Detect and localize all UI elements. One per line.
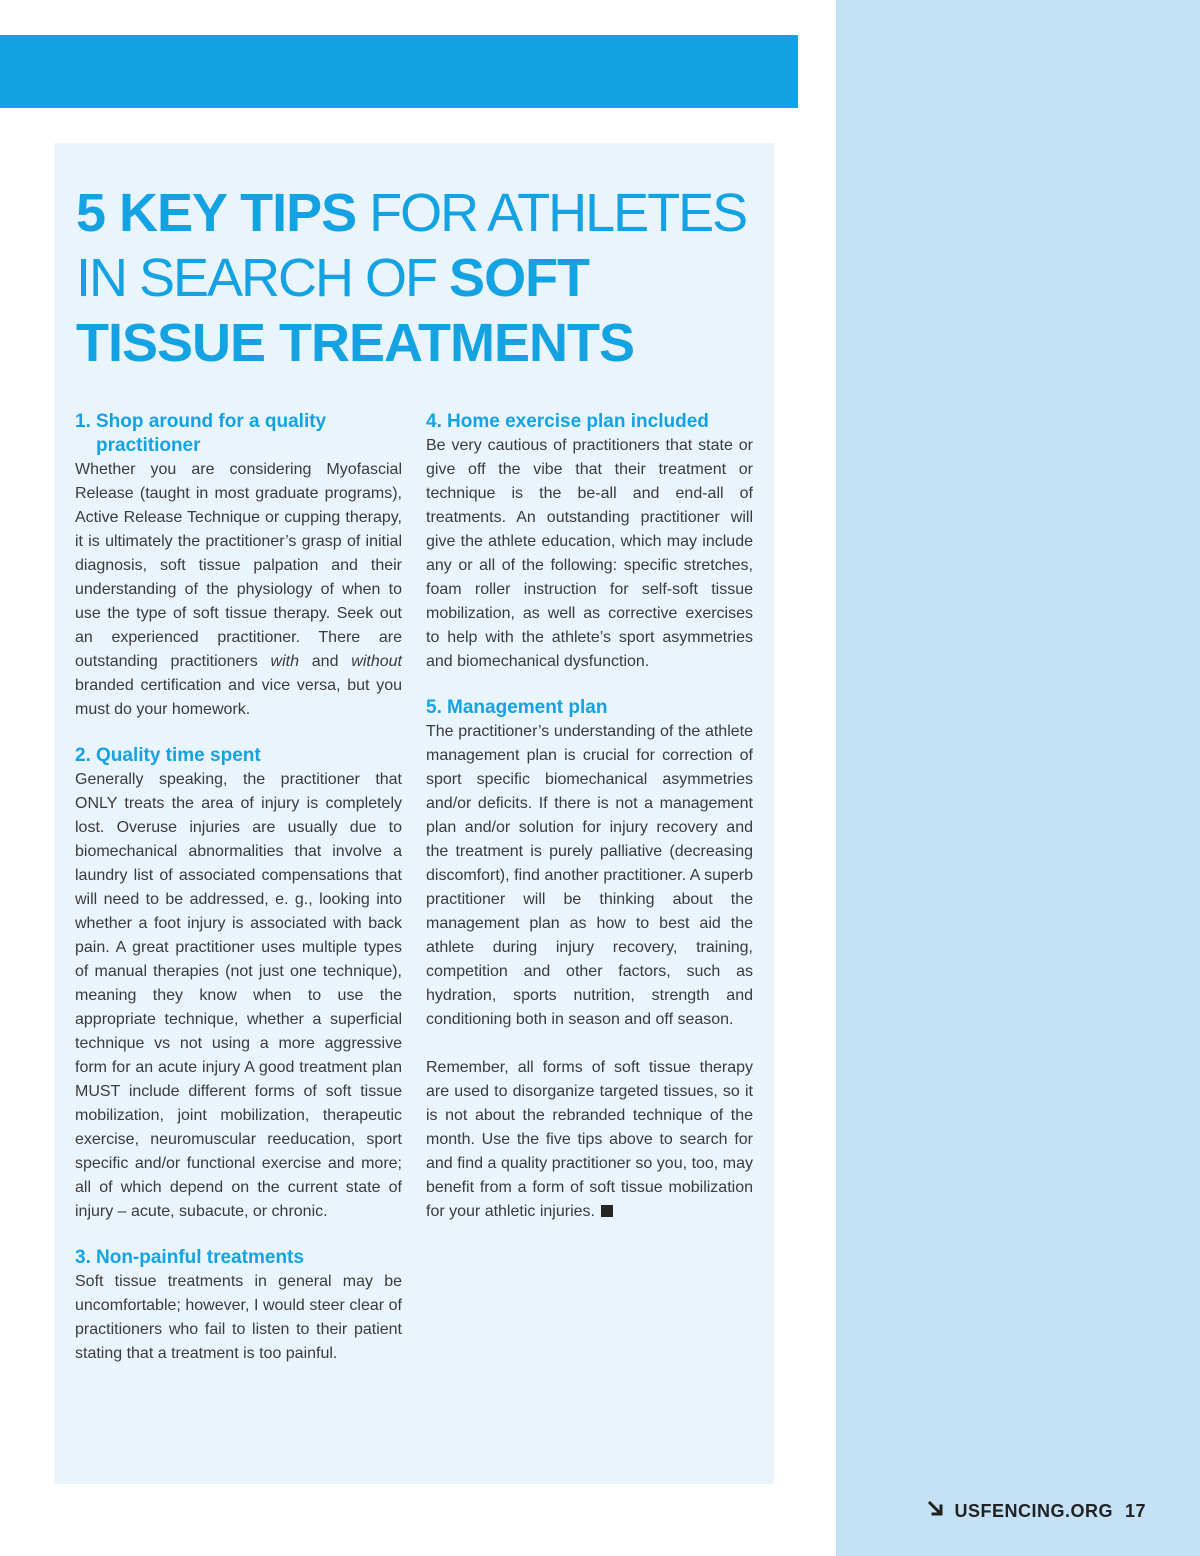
- tip-title-text: Quality time spent: [96, 745, 261, 766]
- right-column: [426, 410, 753, 1246]
- tip-body-text: branded certification and vice versa, but you must do your homework.: [75, 677, 402, 718]
- tip-number: 1.: [75, 411, 91, 432]
- tip-section-3: [75, 1246, 402, 1366]
- headline-light: FOR ATHLETES IN SEARCH OF: [76, 183, 747, 308]
- top-color-bar: [0, 35, 798, 108]
- tip-body: The practitioner’s understanding of the athlete management plan is crucial for correction of sport specific biomechanical asymmetries and/or deficits. If there is not a management plan and/or solution for injury recovery and the treatment is purely palliative (decreasing discomfort), find another practitioner. A superb practitioner will be thinking about the management plan as how to best aid the athlete during injury recovery, training, competition and other factors, such as hydration, sports nutrition, strength and conditioning both in season and off season.: [426, 723, 753, 1028]
- tip-title: [75, 410, 402, 458]
- tip-section-2: [75, 744, 402, 1224]
- headline-bold-lead: 5 KEY TIPS: [76, 183, 357, 243]
- closing-paragraph: [426, 1056, 753, 1224]
- tip-number: 5.: [426, 697, 442, 718]
- left-column: [75, 410, 402, 1388]
- tip-body-emphasis: with: [270, 653, 299, 670]
- tip-title-text: Management plan: [447, 697, 608, 718]
- end-of-article-square-icon: [601, 1205, 613, 1217]
- tip-body-text: Whether you are considering Myofascial Release (taught in most graduate programs), Active Release Technique or cupping therapy, it is ultimately the practitioner’s grasp of initial diagnosis, soft tissue palpation and their understanding of the physiology of when to use the type of soft tissue therapy. Seek out an experienced practitioner. There are outstanding practitioners: [75, 461, 402, 670]
- headline-bold-tail: SOFT TISSUE TREATMENTS: [76, 248, 635, 373]
- tip-body-emphasis: without: [351, 653, 402, 670]
- page-footer: [928, 1501, 1146, 1522]
- tip-body-text: and: [298, 653, 352, 670]
- tip-section-5: [426, 696, 753, 1224]
- website-url: USFENCING.ORG: [954, 1501, 1113, 1521]
- article-headline: [76, 181, 756, 376]
- tip-section-1: [75, 410, 402, 722]
- tip-title: [75, 744, 402, 768]
- tip-title-text: Shop around for a quality practitioner: [96, 411, 327, 456]
- tip-number: 4.: [426, 411, 442, 432]
- tip-title-text: Home exercise plan included: [447, 411, 709, 432]
- closing-text: Remember, all forms of soft tissue therapy are used to disorganize targeted tissues, so it is not about the rebranded technique of the month. Use the five tips above to search for and find a quality practitioner so you, too, may benefit from a form of soft tissue mobilization for your athletic injuries.: [426, 1059, 753, 1220]
- tip-body: Soft tissue treatments in general may be uncomfortable; however, I would steer clear of practitioners who fail to listen to their patient stating that a treatment is too painful.: [75, 1273, 402, 1362]
- side-panel: [836, 0, 1200, 1556]
- tip-number: 2.: [75, 745, 91, 766]
- tip-body: Generally speaking, the practitioner that ONLY treats the area of injury is completely lost. Overuse injuries are usually due to biomechanical abnormalities that involve a laundry list of associated compensations that will need to be addressed, e. g., looking into whether a foot injury is associated with back pain. A great practitioner uses multiple types of manual therapies (not just one technique), meaning they know when to use the appropriate technique, whether a superficial technique vs not using a more aggressive form for an acute injury A good treatment plan MUST include different forms of soft tissue mobilization, joint mobilization, therapeutic exercise, neuromuscular reeducation, sport specific and/or functional exercise and more; all of which depend on the current state of injury – acute, subacute, or chronic.: [75, 771, 402, 1220]
- tip-body: Be very cautious of practitioners that state or give off the vibe that their treatment or technique is the be-all and end-all of treatments. An outstanding practitioner will give the athlete education, which may include any or all of the following: specific stretches, foam roller instruction for self-soft tissue mobilization, as well as corrective exercises to help with the athlete’s sport asymmetries and biomechanical dysfunction.: [426, 437, 753, 670]
- tip-title: [426, 410, 753, 434]
- page-number: 17: [1124, 1501, 1146, 1521]
- tip-number: 3.: [75, 1247, 91, 1268]
- tip-title-text: Non-painful treatments: [96, 1247, 304, 1268]
- tip-body: [75, 458, 402, 722]
- arrow-down-right-icon: [928, 1501, 944, 1522]
- tip-title: [75, 1246, 402, 1270]
- tip-section-4: [426, 410, 753, 674]
- tip-title: [426, 696, 753, 720]
